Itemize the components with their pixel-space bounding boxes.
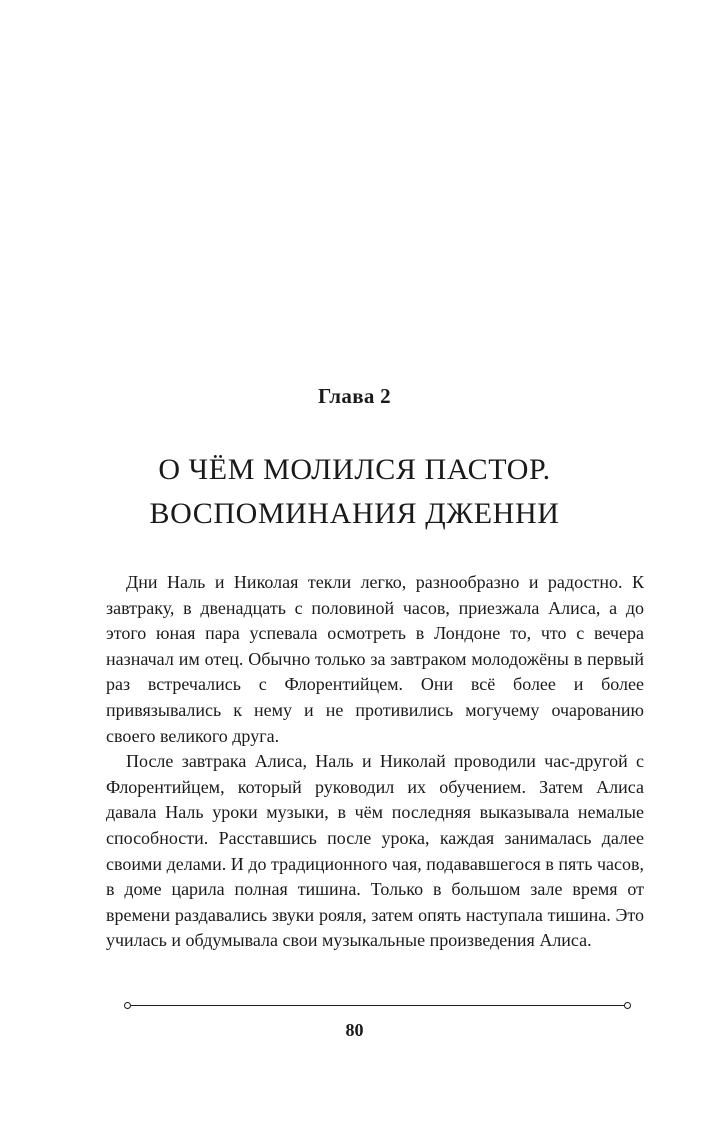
footer-rule	[124, 1002, 631, 1010]
chapter-title-line-2: ВОСПОМИНАНИЯ ДЖЕННИ	[149, 497, 560, 530]
footer-rule-right-dot	[624, 1002, 631, 1009]
chapter-title-line-1: О ЧЁМ МОЛИЛСЯ ПАСТОР.	[158, 453, 551, 486]
chapter-title	[0, 448, 709, 536]
page-number: 80	[345, 1020, 364, 1040]
paragraph-2: После завтрака Алиса, Наль и Николай проводили час-другой с Флорентийцем, который руководил их обучением. Затем Алиса давала Наль уроки музыки, в чём последняя выказывала немалые способности. Расставшись после урока, каждая занималась далее своими делами. И до традиционного чая, подававшегося в пять часов, в доме царила полная тишина. Только в большом зале время от времени раздавались звуки рояля, затем опять наступала тишина. Это училась и обдумывала свои музыкальные произведения Алиса.	[106, 751, 644, 951]
footer-rule-line	[130, 1005, 625, 1006]
chapter-body	[106, 570, 644, 954]
paragraph-1: Дни Наль и Николая текли легко, разнообразно и радостно. К завтраку, в двенадцать с половиной часов, приезжала Алиса, а до этого юная пара успевала осмотреть в Лондоне то, что с вечера назначал им отец. Обычно только за завтраком молодожёны в первый раз встречались с Флорентийцем. Они всё более и более привязывались к нему и не противились могучему очарованию своего великого друга.	[106, 572, 644, 746]
chapter-label: Глава 2	[318, 384, 391, 408]
